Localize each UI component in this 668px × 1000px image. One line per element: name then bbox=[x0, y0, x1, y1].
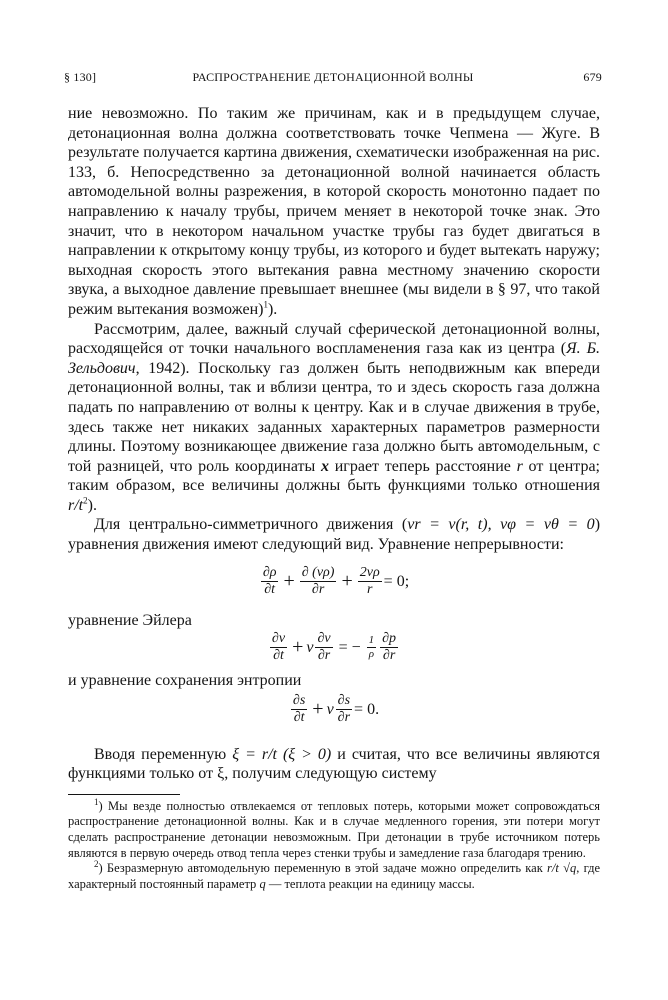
plus-sign: + bbox=[312, 697, 324, 720]
term-dp-dr bbox=[380, 631, 398, 664]
paragraph-1 bbox=[68, 104, 600, 320]
entropy-equation-block bbox=[68, 663, 600, 739]
continuity-equation bbox=[68, 561, 600, 607]
paragraph-2 bbox=[68, 320, 600, 516]
plus-sign: + bbox=[292, 635, 304, 658]
frac-num: 1 bbox=[368, 633, 375, 646]
frac-den: ∂r bbox=[311, 581, 325, 597]
footnote-2-text-a: ) Безразмерную автомодельную переменную в этой задаче можно определить как bbox=[98, 861, 548, 876]
term-1-rho bbox=[367, 634, 377, 661]
paragraph-2-text-d: от центра; таким образом, все величины должны быть функциями только отношения bbox=[68, 457, 600, 495]
symbol-r: r bbox=[516, 457, 523, 475]
page-number: 679 bbox=[583, 70, 602, 84]
section-number: § 130] bbox=[64, 70, 97, 84]
footnote-ref-2[interactable]: 2 bbox=[83, 495, 88, 506]
paragraph-3-text-a: Для центрально-симметричного движения ( bbox=[94, 516, 408, 534]
frac-num: ∂v bbox=[317, 630, 331, 646]
entropy-equation bbox=[68, 693, 600, 726]
ratio-r-t: r/t bbox=[68, 496, 84, 514]
footnote-1-mark: 1 bbox=[94, 796, 99, 807]
paragraph-2-end: ). bbox=[87, 496, 97, 514]
footnotes bbox=[68, 794, 600, 893]
symbol-q: q bbox=[259, 876, 266, 891]
paragraph-4-text-b: и считая, что все величины являются функциями только от ξ, получим следующую систему bbox=[68, 745, 600, 783]
term-dvrho-dr bbox=[300, 565, 337, 598]
frac-num: ∂ρ bbox=[262, 564, 277, 580]
page-body bbox=[68, 104, 600, 892]
paragraph-2-text-b: , 1942). Поскольку газ должен быть неподвижным как впереди детонационной волны, так и вблизи центра, то и здесь скорость газа должна падать по направлению от волны к центру. Как и в случае движения в трубе, здесь также нет никаких заданных характерных параметров размерности длины. Поэтому возникающее движение газа должно быть автомодельным, с той разницей, что роль координаты bbox=[68, 359, 600, 475]
symbol-v: v bbox=[306, 638, 314, 656]
paragraph-1-end: ). bbox=[267, 300, 278, 318]
paragraph-1-text: ние невозможно. По таким же причинам, как и в предыдущем случае, детонационная волна должна соответствовать точке Чепмена — Жуге. В результате получается картина движения, схематически изображенная на рис. 133, б. Непосредственно за детонационной волной начинается область автомодельной волны разрежения, в которой скорость монотонно падает по направлению к началу трубы, причем меняет в некоторой точке знак. Это значит, что в некотором начальном участке трубы газ будет двигаться в направлении к открытому концу трубы, из которого и будет вытекать наружу; выходная скорость этого вытекания равна местному значению скорости звука, а выходное давление превышает внешнее (мы видели в § 97, что такой режим вытекания возможен) bbox=[68, 105, 600, 318]
paragraph-4 bbox=[68, 745, 600, 784]
frac-den: ∂t bbox=[293, 709, 305, 725]
euler-label: уравнение Эйлера bbox=[68, 611, 192, 629]
equation-rhs: = 0; bbox=[383, 572, 410, 590]
running-header bbox=[64, 70, 602, 88]
frac-num: ∂p bbox=[382, 630, 397, 646]
footnote-2 bbox=[68, 861, 600, 892]
symbol-x: x bbox=[321, 457, 330, 475]
frac-den: r bbox=[366, 581, 373, 597]
plus-sign: + bbox=[283, 569, 295, 592]
running-title: РАСПРОСТРАНЕНИЕ ДЕТОНАЦИОННОЙ ВОЛНЫ bbox=[192, 70, 474, 84]
term-drho-dt bbox=[261, 565, 279, 598]
citation-author: Я. Б. Зельдович bbox=[68, 340, 601, 377]
term-dv-dt bbox=[270, 631, 287, 664]
footnote-2-text-b: , где характерный постоянный параметр bbox=[68, 861, 601, 891]
footnote-2-text-c: — теплота реакции на единицу массы. bbox=[265, 876, 475, 891]
euler-equation-block bbox=[68, 607, 600, 663]
term-2vrho-r bbox=[358, 565, 382, 598]
equation-rhs: = 0. bbox=[354, 700, 380, 718]
footnote-1 bbox=[68, 796, 600, 861]
entropy-label: и уравнение сохранения энтропии bbox=[68, 671, 302, 689]
frac-num: ∂s bbox=[292, 692, 306, 708]
paragraph-4-text-a: Вводя переменную bbox=[94, 745, 233, 763]
symbol-v: v bbox=[326, 700, 334, 718]
euler-equation bbox=[68, 631, 600, 664]
paragraph-3 bbox=[68, 515, 600, 554]
paragraph-2-text-a: Рассмотрим, далее, важный случай сферической детонационной волны, расходящейся от точки начального воспламенения газа как из центра ( bbox=[68, 320, 600, 358]
footnote-ref-1[interactable]: 1 bbox=[263, 299, 268, 310]
symmetry-condition: vr = v(r, t), vφ = vθ = 0 bbox=[407, 516, 595, 534]
frac-num: ∂v bbox=[271, 630, 286, 646]
paragraph-3-text-b: ) уравнения движения имеют следующий вид. Уравнение непрерывности: bbox=[68, 516, 601, 554]
term-ds-dt bbox=[291, 693, 307, 726]
term-dv-dr bbox=[315, 631, 332, 664]
frac-num: 2vρ bbox=[359, 564, 380, 580]
footnote-1-text: ) Мы везде полностью отвлекаемся от тепловых потерь, которыми может сопровождаться распространение детонационной волны. Как и в случае медленного горения, эти потери могут сделать распространение детонации невозможным. При детонации в трубе источником потерь являются в первую очередь отвод тепла через стенки трубы и замедление газа благодаря трению. bbox=[68, 798, 600, 860]
frac-num: ∂s bbox=[337, 692, 351, 708]
frac-num: ∂ (vρ) bbox=[301, 564, 335, 580]
footnote-2-expression: r/t √q bbox=[547, 861, 577, 876]
frac-den: ∂r bbox=[337, 709, 351, 725]
plus-sign: + bbox=[341, 569, 353, 592]
frac-den: ∂r bbox=[317, 647, 331, 663]
term-ds-dr bbox=[336, 693, 352, 726]
variable-xi: ξ = r/t (ξ > 0) bbox=[232, 745, 332, 763]
paragraph-2-text-c: играет теперь расстояние bbox=[329, 457, 517, 475]
frac-den: ∂t bbox=[264, 581, 276, 597]
frac-den: ρ bbox=[368, 647, 375, 660]
frac-den: ∂r bbox=[382, 647, 396, 663]
equals-minus: = − bbox=[338, 638, 361, 656]
footnote-rule bbox=[68, 794, 180, 795]
footnote-2-mark: 2 bbox=[94, 859, 99, 870]
frac-den: ∂t bbox=[273, 647, 284, 663]
